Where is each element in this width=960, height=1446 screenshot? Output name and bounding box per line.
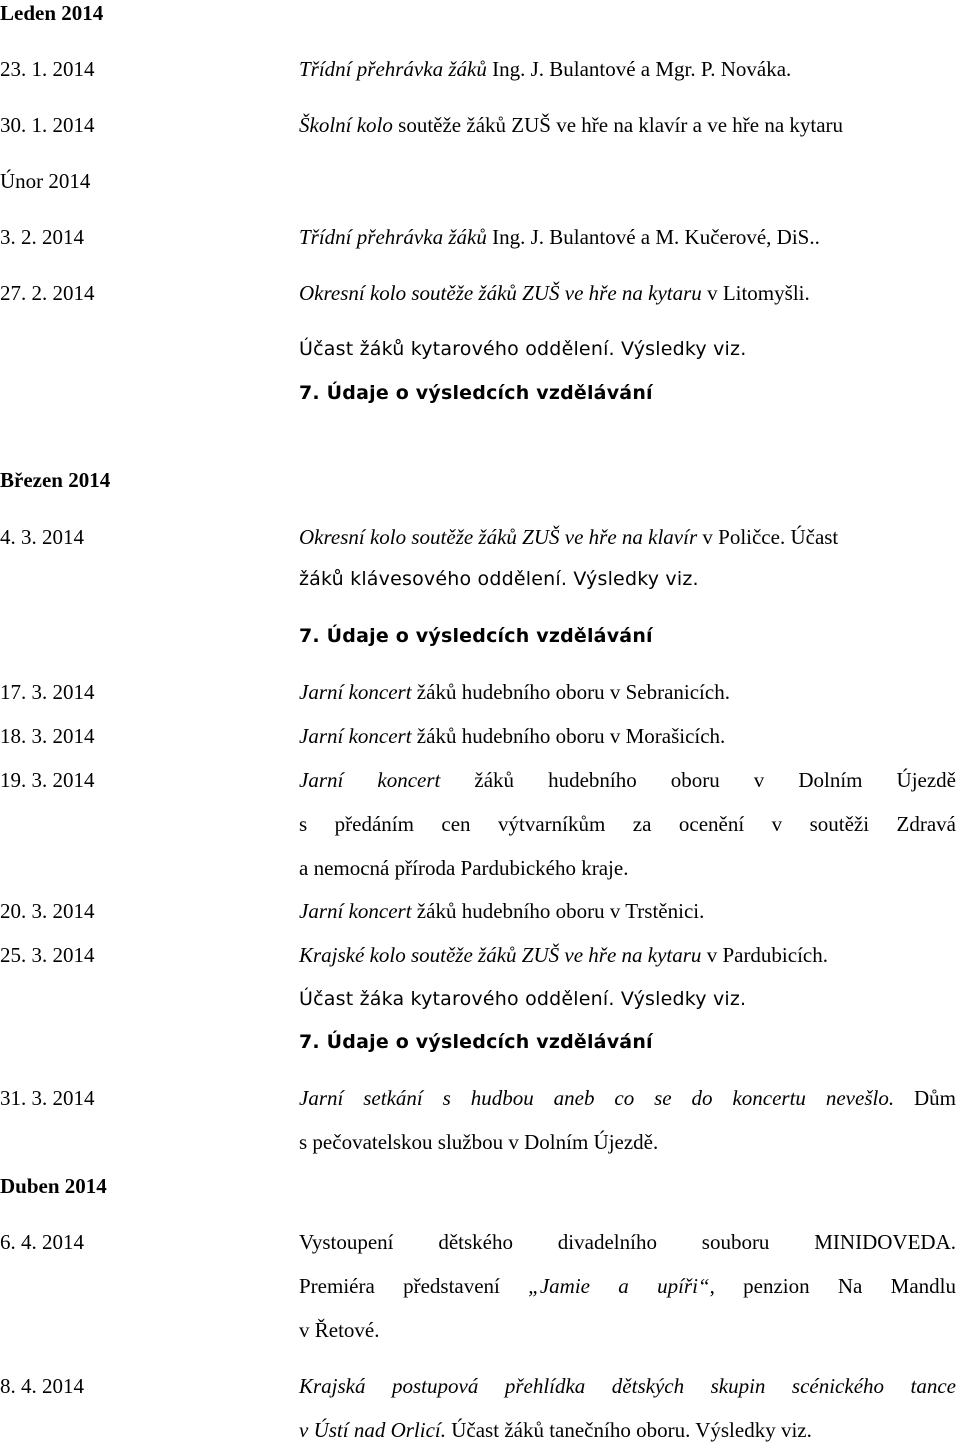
entry-text-line2: Účast žáka kytarového oddělení. Výsledky viz. <box>299 988 747 1010</box>
entry-text: Školní kolo soutěže žáků ZUŠ ve hře na klavír a ve hře na kytaru <box>299 113 844 137</box>
entry-date: 20. 3. 2014 <box>0 899 95 923</box>
list-item <box>0 765 960 795</box>
entry-reference <box>0 378 960 408</box>
entry-date: 31. 3. 2014 <box>0 1086 95 1110</box>
list-item <box>0 222 960 252</box>
entry-date: 6. 4. 2014 <box>0 1230 84 1254</box>
entry-text-line3: v Řetové. <box>299 1318 380 1342</box>
list-item <box>0 677 960 707</box>
entry-date: 27. 2. 2014 <box>0 281 95 305</box>
entry-text: Jarní koncert žáků hudebního oboru v Dolním Újezdě <box>299 768 957 792</box>
entry-text: Vystoupení dětského divadelního souboru MINIDOVEDA. <box>299 1230 956 1254</box>
entry-continuation <box>0 809 960 839</box>
section-heading-january: Leden 2014 <box>0 1 104 25</box>
entry-text-line3: a nemocná příroda Pardubického kraje. <box>299 856 629 880</box>
entry-text-line2: s pečovatelskou službou v Dolním Újezdě. <box>299 1130 659 1154</box>
results-reference-link[interactable]: 7. Údaje o výsledcích vzdělávání <box>299 382 653 404</box>
entry-text: Jarní setkání s hudbou aneb co se do koncertu nevešlo. Dům <box>299 1086 956 1110</box>
list-item <box>0 522 960 552</box>
entry-reference <box>0 1027 960 1057</box>
entry-date: 18. 3. 2014 <box>0 724 95 748</box>
entry-date: 17. 3. 2014 <box>0 680 95 704</box>
list-item <box>0 54 960 84</box>
entry-continuation <box>0 1415 960 1445</box>
entry-text-line2: žáků klávesového oddělení. Výsledky viz. <box>299 568 699 590</box>
list-item <box>0 896 960 926</box>
entry-text-line2: Premiéra představení „Jamie a upíři“, penzion Na Mandlu <box>299 1274 956 1298</box>
entry-continuation <box>0 984 960 1014</box>
entry-text: Třídní přehrávka žáků Ing. J. Bulantové a Mgr. P. Nováka. <box>299 57 792 81</box>
entry-continuation <box>0 1315 960 1345</box>
results-reference-link[interactable]: 7. Údaje o výsledcích vzdělávání <box>299 625 653 647</box>
entry-text: Třídní přehrávka žáků Ing. J. Bulantové a M. Kučerové, DiS.. <box>299 225 820 249</box>
entry-continuation <box>0 1271 960 1301</box>
entry-continuation <box>0 564 960 594</box>
entry-reference <box>0 621 960 651</box>
entry-text: Okresní kolo soutěže žáků ZUŠ ve hře na klavír v Poličce. Účast <box>299 525 839 549</box>
entry-continuation <box>0 334 960 364</box>
list-item <box>0 940 960 970</box>
entry-date: 23. 1. 2014 <box>0 57 95 81</box>
entry-text: Jarní koncert žáků hudebního oboru v Sebranicích. <box>299 680 730 704</box>
entry-text-line2: v Ústí nad Orlicí. Účast žáků tanečního oboru. Výsledky viz. <box>299 1418 812 1442</box>
entry-continuation <box>0 1127 960 1157</box>
entry-date: 19. 3. 2014 <box>0 768 95 792</box>
list-item <box>0 110 960 140</box>
entry-date: 30. 1. 2014 <box>0 113 95 137</box>
entry-continuation <box>0 853 960 883</box>
list-item <box>0 1083 960 1113</box>
entry-text: Jarní koncert žáků hudebního oboru v Trstěnici. <box>299 899 705 923</box>
entry-date: 25. 3. 2014 <box>0 943 95 967</box>
entry-text-line2: s předáním cen výtvarníkům za ocenění v soutěži Zdravá <box>299 812 956 836</box>
entry-date: 8. 4. 2014 <box>0 1374 84 1398</box>
list-item <box>0 1371 960 1401</box>
section-heading-march: Březen 2014 <box>0 468 111 492</box>
section-heading-february: Únor 2014 <box>0 169 91 193</box>
list-item <box>0 1227 960 1257</box>
list-item <box>0 721 960 751</box>
entry-text: Krajské kolo soutěže žáků ZUŠ ve hře na kytaru v Pardubicích. <box>299 943 828 967</box>
entry-date: 3. 2. 2014 <box>0 225 84 249</box>
list-item <box>0 278 960 308</box>
results-reference-link[interactable]: 7. Údaje o výsledcích vzdělávání <box>299 1031 653 1053</box>
entry-text: Okresní kolo soutěže žáků ZUŠ ve hře na kytaru v Litomyšli. <box>299 281 810 305</box>
entry-text: Jarní koncert žáků hudebního oboru v Morašicích. <box>299 724 726 748</box>
entry-date: 4. 3. 2014 <box>0 525 84 549</box>
section-heading-april: Duben 2014 <box>0 1174 107 1198</box>
entry-text-line2: Účast žáků kytarového oddělení. Výsledky viz. <box>299 338 747 360</box>
entry-text: Krajská postupová přehlídka dětských skupin scénického tance <box>299 1374 956 1398</box>
